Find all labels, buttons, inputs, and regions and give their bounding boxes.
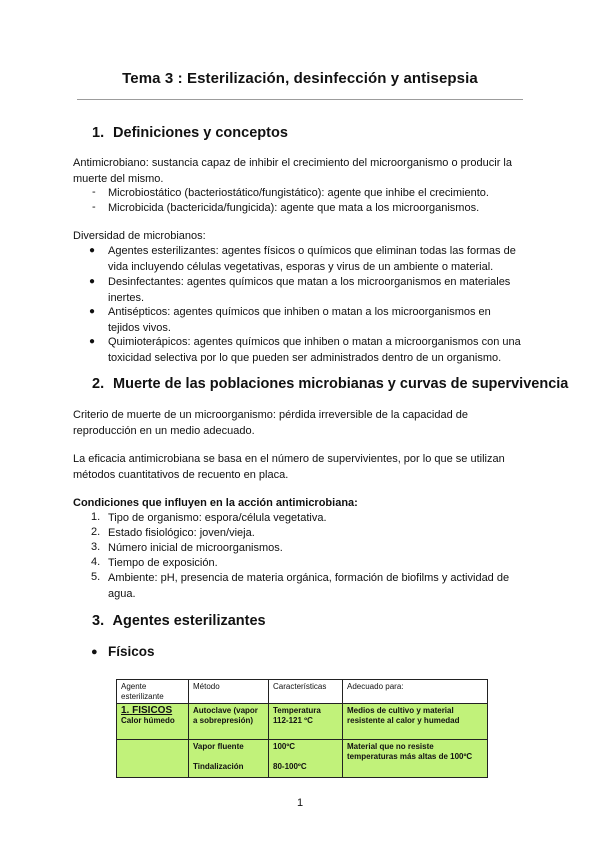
paragraph-line: muerte del mismo. xyxy=(73,172,164,185)
list-item-line: Desinfectantes: agentes químicos que matan a los microorganismos en materiales xyxy=(108,276,511,288)
section-title: Agentes esterilizantes xyxy=(112,613,266,629)
subsection-heading: Físicos xyxy=(108,644,155,659)
table-cell xyxy=(117,740,189,778)
paragraph-diversidad: Diversidad de microbianos: xyxy=(73,230,206,242)
cell-line: temperaturas más altas de 100ºC xyxy=(347,751,473,761)
list-item: Número inicial de microorganismos. xyxy=(108,542,283,554)
cell-line: resistente al calor y humedad xyxy=(347,715,460,725)
table-cell xyxy=(343,740,488,778)
table-header-cell: Características xyxy=(269,680,343,704)
table-cell xyxy=(189,704,269,740)
list-item: Microbiostático (bacteriostático/fungistático): agente que inhibe el crecimiento. xyxy=(108,187,489,199)
table-cell xyxy=(269,740,343,778)
title-divider xyxy=(77,99,523,100)
table-header-cell: Adecuado para: xyxy=(343,680,488,704)
list-item: Microbicida (bactericida/fungicida): agente que mata a los microorganismos. xyxy=(108,202,480,214)
table-header-cell xyxy=(117,680,189,704)
table-row xyxy=(117,704,488,740)
list-number: 4. xyxy=(91,556,101,568)
list-item-line: Quimioterápicos: agentes químicos que inhiben o matan a microorganismos con una xyxy=(108,336,521,348)
paragraph-criterio xyxy=(73,408,528,439)
page-number: 1 xyxy=(296,797,304,809)
list-item: Tiempo de exposición. xyxy=(108,557,218,569)
section-1-heading xyxy=(92,125,288,141)
section-number: 2. xyxy=(92,376,105,392)
table-cell xyxy=(343,704,488,740)
cell-line: 100ºC xyxy=(273,742,296,751)
cell-line: Material que no resiste xyxy=(347,742,434,751)
list-number: 3. xyxy=(91,541,101,553)
cell-line: Calor húmedo xyxy=(121,715,175,725)
bullet-icon: ● xyxy=(89,245,96,256)
cell-line: Autoclave (vapor xyxy=(193,706,258,715)
table-header-cell: Método xyxy=(189,680,269,704)
paragraph-line: métodos cuantitativos de recuento en placa. xyxy=(73,468,289,481)
list-item-line: Ambiente: pH, presencia de materia orgánica, formación de biofilms y actividad de xyxy=(108,572,510,584)
cell-line: Vapor fluente xyxy=(193,742,244,751)
condiciones-heading: Condiciones que influyen en la acción antimicrobiana: xyxy=(73,497,358,509)
list-item-line: vida incluyendo células vegetativas, esporas y virus de un ambiente o material. xyxy=(108,260,494,273)
list-item-line: tejidos vivos. xyxy=(108,321,171,334)
list-item xyxy=(108,305,528,336)
section-2-heading xyxy=(92,376,568,392)
paragraph-line: La eficacia antimicrobiana se basa en el número de supervivientes, por lo que se utilizan xyxy=(73,453,505,465)
bullet-icon: ● xyxy=(89,336,96,347)
list-number: 2. xyxy=(91,526,101,538)
list-item-line: toxicidad selectiva por lo que pueden ser administrados dentro de un organismo. xyxy=(108,351,502,364)
paragraph-line: Antimicrobiano: sustancia capaz de inhibir el crecimiento del microorganismo o producir la xyxy=(73,157,512,169)
list-item xyxy=(108,571,528,602)
paragraph-line: Criterio de muerte de un microorganismo: pérdida irreversible de la capacidad de xyxy=(73,409,468,421)
section-number: 3. xyxy=(92,613,105,629)
bullet-icon: ● xyxy=(89,276,96,287)
cell-line: a sobrepresión) xyxy=(193,715,254,725)
list-item-line: inertes. xyxy=(108,291,145,304)
cell-line: esterilizante xyxy=(121,691,164,701)
dash-bullet-icon: - xyxy=(92,186,96,198)
fisicos-number: 1. xyxy=(121,705,130,716)
dash-bullet-icon: - xyxy=(92,201,96,213)
section-3-heading xyxy=(92,613,266,629)
cell-line: Agente xyxy=(121,682,147,691)
list-item-line: agua. xyxy=(108,587,136,600)
cell-line: Tindalización xyxy=(193,761,244,771)
list-item: Estado fisiológico: joven/vieja. xyxy=(108,527,255,539)
cell-line: 112-121 ºC xyxy=(273,715,313,725)
section-number: 1. xyxy=(92,125,105,141)
document-title: Tema 3 : Esterilización, desinfección y antisepsia xyxy=(122,70,478,87)
table-cell xyxy=(189,740,269,778)
cell-line: 80-100ºC xyxy=(273,761,307,771)
section-title: Muerte de las poblaciones microbianas y curvas de supervivencia xyxy=(113,376,569,392)
cell-line: Medios de cultivo y material xyxy=(347,706,454,715)
table-cell xyxy=(117,704,189,740)
table-row xyxy=(117,740,488,778)
cell-line: Temperatura xyxy=(273,706,321,715)
list-item xyxy=(108,244,528,275)
table-cell xyxy=(269,704,343,740)
agents-table xyxy=(116,679,488,778)
section-title: Definiciones y conceptos xyxy=(113,125,288,141)
list-number: 5. xyxy=(91,571,101,583)
paragraph-antimicrobiano xyxy=(73,156,528,187)
table-header-row xyxy=(117,680,488,704)
list-number: 1. xyxy=(91,511,101,523)
paragraph-eficacia xyxy=(73,452,528,483)
list-item-line: Antisépticos: agentes químicos que inhiben o matan a los microorganismos en xyxy=(108,306,491,318)
fisicos-label xyxy=(121,706,184,716)
paragraph-line: reproducción en un medio adecuado. xyxy=(73,424,255,437)
list-item xyxy=(108,335,528,366)
bullet-icon: ● xyxy=(91,646,98,658)
list-item xyxy=(108,275,528,306)
list-item-line: Agentes esterilizantes: agentes físicos o químicos que eliminan todas las formas de xyxy=(108,245,516,257)
fisicos-text: FISICOS xyxy=(132,705,173,716)
list-item: Tipo de organismo: espora/célula vegetativa. xyxy=(108,512,327,524)
bullet-icon: ● xyxy=(89,306,96,317)
